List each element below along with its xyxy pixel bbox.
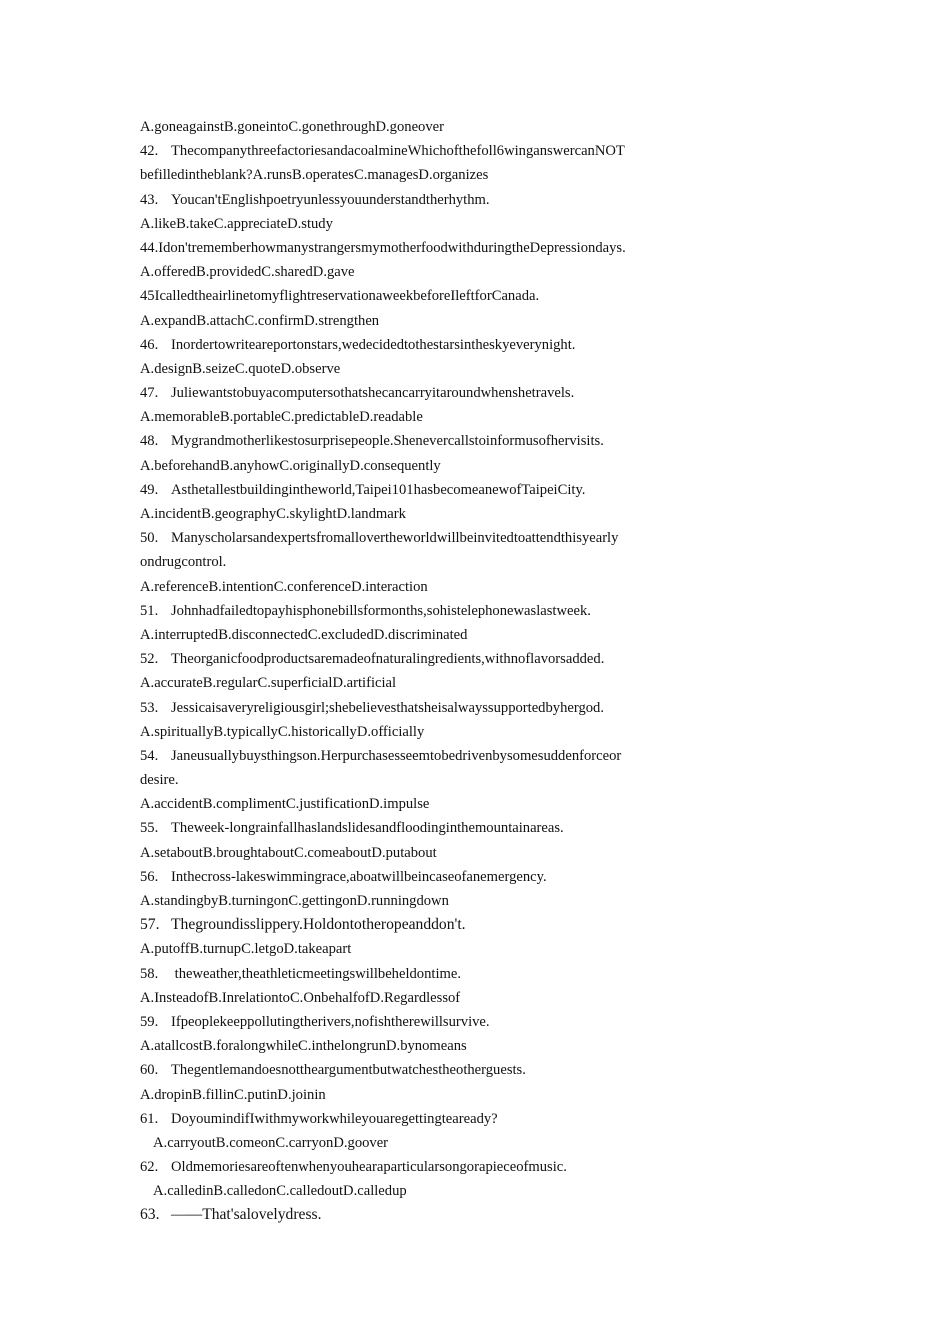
line-text: Janeusuallybuysthingson.Herpurchasesseemtobedrivenbysomesuddenforceor [171,747,622,764]
line-text: A.standingbyB.turningonC.gettingonD.runningdown [140,893,449,909]
line-text: Youcan'tEnglishpoetryunlessyouunderstandtherhythm. [171,191,490,208]
line-text: ondrugcontrol. [140,554,227,571]
line-text: desire. [140,772,179,789]
text-line [140,768,840,792]
text-line [140,1131,840,1155]
text-line [140,599,840,623]
text-line [140,502,840,526]
line-text: Inordertowriteareportonstars,wedecidedtothestarsintheskyeverynight. [171,336,576,353]
question-number: 42. [140,143,159,160]
line-text: Oldmemoriesareoftenwhenyouhearaparticularsongorapieceofmusic. [171,1159,567,1176]
question-number: 47. [140,385,159,402]
text-line [140,550,840,574]
line-text: A.designB.seizeC.quoteD.observe [140,360,341,377]
line-text: A.beforehandB.anyhowC.originallyD.consequently [140,457,441,474]
question-number: 58. [140,965,159,982]
line-text: Ifpeoplekeeppollutingtherivers,nofishtherewillsurvive. [171,1013,490,1030]
line-text: 44.Idon'trememberhowmanystrangersmymotherfoodwithduringtheDepressiondays. [140,239,626,256]
question-number: 57. [140,916,160,934]
line-text: DoyoumindifIwithmyworkwhileyouaregettingteaready? [171,1110,498,1127]
text-line [140,309,840,333]
text-line [140,889,840,913]
question-number: 48. [140,433,159,450]
question-number: 49. [140,481,159,498]
text-line [140,986,840,1010]
line-text: Inthecross-lakeswimmingrace,aboatwillbeincaseofanemergency. [171,868,547,885]
text-line [140,1155,840,1179]
text-line [140,647,840,671]
line-text: A.expandB.attachC.confirmD.strengthen [140,312,380,329]
line-text: Theorganicfoodproductsaremadeofnaturalingredients,withnoflavorsadded. [171,651,605,668]
question-number: 63. [140,1206,160,1224]
line-text: ——That'salovelydress. [171,1206,322,1224]
line-text: A.accidentB.complimentC.justificationD.impulse [140,796,430,813]
question-number: 52. [140,651,159,668]
question-number: 53. [140,699,159,716]
text-line [140,1034,840,1058]
text-line [140,236,840,260]
line-text: A.offeredB.providedC.sharedD.gave [140,264,355,281]
line-text: A.likeB.takeC.appreciateD.study [140,215,333,232]
text-line [140,212,840,236]
text-line [140,841,840,865]
document-text [140,115,840,1228]
text-line [140,865,840,889]
text-line [140,526,840,550]
line-text: Mygrandmotherlikestosurprisepeople.Shenevercallstoinformusofhervisits. [171,433,604,450]
text-line [140,429,840,453]
line-text: A.accurateB.regularC.superficialD.artificial [140,675,397,692]
line-text: Asthetallestbuildingintheworld,Taipei101hasbecomeanewofTaipeiCity. [171,481,586,498]
line-text: A.putoffB.turnupC.letgoD.takeapart [140,941,352,958]
question-number: 50. [140,530,159,547]
text-line [140,139,840,163]
text-line [140,816,840,840]
text-line [140,1107,840,1131]
text-line [140,260,840,284]
line-text: A.dropinB.fillinC.putinD.joinin [140,1086,326,1103]
question-number: 54. [140,747,159,764]
text-line [140,454,840,478]
line-text: Thegentlemandoesnottheargumentbutwatchestheotherguests. [171,1062,526,1079]
text-line [140,1010,840,1034]
line-text: Thegroundisslippery.Holdontotheropeanddon't. [171,916,466,934]
line-text: Manyscholarsandexpertsfromallovertheworldwillbeinvitedtoattendthisyearly [171,530,619,547]
text-line [140,1083,840,1107]
question-number: 62. [140,1159,159,1176]
text-line [140,115,840,139]
question-number: 56. [140,868,159,885]
text-line [140,623,840,647]
question-number: 55. [140,820,159,837]
line-text: A.atallcostB.foralongwhileC.inthelongrunD.bynomeans [140,1038,467,1055]
text-line [140,575,840,599]
text-line [140,405,840,429]
question-number: 46. [140,336,159,353]
text-line [140,357,840,381]
line-text: A.carryoutB.comeonC.carryonD.goover [153,1134,389,1151]
text-line [140,284,840,308]
text-line [140,381,840,405]
line-text: A.calledinB.calledonC.calledoutD.calledup [153,1183,407,1200]
text-line [140,913,840,937]
line-text: A.setaboutB.broughtaboutC.comeaboutD.putabout [140,844,437,861]
line-text: theweather,theathleticmeetingswillbeheldontime. [171,965,461,982]
text-line [140,744,840,768]
text-line [140,696,840,720]
question-number: 60. [140,1062,159,1079]
text-line [140,792,840,816]
text-line [140,1203,840,1227]
text-line [140,1058,840,1082]
text-line [140,962,840,986]
line-text: Theweek-longrainfallhaslandslidesandfloodinginthemountainareas. [171,820,564,837]
line-text: Johnhadfailedtopayhisphonebillsformonths,sohistelephonewaslastweek. [171,602,591,619]
line-text: A.goneagainstB.goneintoC.gonethroughD.goneover [140,119,444,135]
line-text: Juliewantstobuyacomputersothatshecancarryitaroundwhenshetravels. [171,385,575,402]
line-text: A.memorableB.portableC.predictableD.readable [140,409,423,426]
question-number: 59. [140,1013,159,1030]
text-line [140,720,840,744]
text-line [140,163,840,187]
text-line [140,333,840,357]
line-text: ThecompanythreefactoriesandacoalmineWhichofthefoll6winganswercanNOT [171,143,625,160]
line-text: A.incidentB.geographyC.skylightD.landmark [140,506,406,522]
text-line [140,1179,840,1203]
text-line [140,937,840,961]
line-text: A.InsteadofB.InrelationtoC.OnbehalfofD.Regardlessof [140,989,461,1006]
text-line [140,671,840,695]
line-text: A.referenceB.intentionC.conferenceD.interaction [140,578,428,595]
question-number: 61. [140,1110,159,1127]
text-line [140,188,840,212]
line-text: 45IcalledtheairlinetomyflightreservationaweekbeforeIleftforCanada. [140,288,540,305]
line-text: A.interruptedB.disconnectedC.excludedD.discriminated [140,626,468,643]
text-line [140,478,840,502]
line-text: A.spirituallyB.typicallyC.historicallyD.officially [140,723,425,740]
question-number: 51. [140,602,159,619]
question-number: 43. [140,191,159,208]
line-text: befilledintheblank?A.runsB.operatesC.managesD.organizes [140,167,489,184]
line-text: Jessicaisaveryreligiousgirl;shebelievesthatsheisalwayssupportedbyhergod. [171,699,604,716]
